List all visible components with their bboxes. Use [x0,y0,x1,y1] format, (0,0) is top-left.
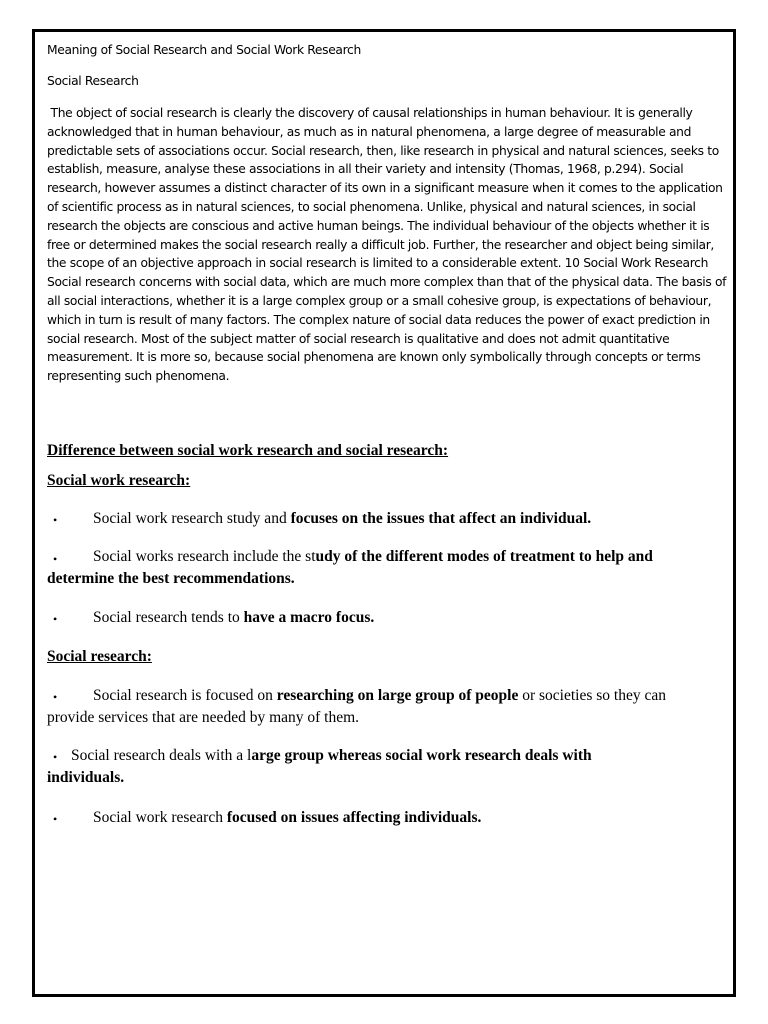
paragraph-line: The object of social research is clearly the discovery of causal relationships in human behaviour. It is generally [47,106,693,120]
bullet-text: Social research is focused on [93,687,277,704]
paragraph-line: establish, measure, analyse these associations in all their variety and intensity (Thomas, 1968, p.294). Social [47,162,684,177]
bullet-text: Social work research study and [93,510,291,527]
swr-bullet-1 [93,508,591,530]
social-research-heading: Social research: [47,648,152,665]
bullet-emphasis: researching on large group of people [276,687,519,704]
social-work-research-heading: Social work research: [47,472,191,489]
paragraph-line: acknowledged that in human behaviour, as much as in natural phenomena, a large degree of measurable and [47,124,692,139]
bullet-emphasis: focuses on the issues that affect an individual. [290,510,592,527]
paragraph-line: the scope of an objective approach in social research is limited to a considerable extent. 10 Social Work Research [47,256,709,271]
body-paragraph [47,104,727,386]
bullet-icon: • [53,812,58,826]
sr-bullet-3 [93,807,481,829]
sr-bullet-2 [71,745,592,767]
bullet-text: Social research tends to [93,609,244,626]
section-title-social-research: Social Research [47,74,139,88]
paragraph-line: free or determined makes the social research really a difficult job. Further, the researcher and object being similar, [47,237,714,252]
paragraph-line: measurement. It is more so, because social phenomena are known only symbolically through concepts or terms [47,350,701,365]
bullet-text: Social research deals with a l [71,747,252,764]
paragraph-line: predictable sets of associations occur. Social research, then, like research in physical and natural sciences, seeks to [47,143,719,158]
bullet-icon: • [53,552,58,566]
document-title: Meaning of Social Research and Social Work Research [47,43,361,57]
paragraph-line: of scientific process as in natural sciences, to social phenomena. Unlike, physical and natural sciences, in social [47,199,696,214]
bullet-emphasis: arge group whereas social work research deals with [251,747,592,764]
bullet-icon: • [53,513,58,527]
paragraph-line: which in turn is result of many factors. The complex nature of social data reduces the power of exact prediction in [47,312,710,327]
paragraph-line: Social research concerns with social data, which are much more complex than that of the physical data. The basis of [47,275,727,290]
bullet-icon: • [53,612,58,626]
sr-bullet-1-continuation: provide services that are needed by many of them. [47,709,360,726]
sr-bullet-1 [93,685,666,707]
paragraph-line: research, however assumes a distinct character of its own in a significant measure when it comes to the application [47,181,723,196]
bullet-emphasis: udy of the different modes of treatment to help and [315,548,653,565]
bullet-icon: • [53,750,58,764]
paragraph-line: social research. Most of the subject matter of social research is qualitative and does not admit quantitative [47,331,670,346]
sr-bullet-2-continuation: individuals. [47,769,125,786]
bullet-text: Social work research [93,809,227,826]
paragraph-line: research the objects are conscious and active human beings. The individual behaviour of the objects whether it is [47,218,710,233]
bullet-emphasis: have a macro focus. [243,609,375,626]
paragraph-line: representing such phenomena. [47,369,230,384]
difference-heading: Difference between social work research and social research: [47,442,449,459]
swr-bullet-2-continuation: determine the best recommendations. [47,570,295,587]
bullet-icon: • [53,690,58,704]
bullet-emphasis: focused on issues affecting individuals. [226,809,482,826]
swr-bullet-2 [93,546,653,568]
swr-bullet-3 [93,607,374,629]
bullet-text: Social works research include the st [93,548,316,565]
bullet-text-tail: or societies so they can [518,687,666,704]
paragraph-line: all social interactions, whether it is a large complex group or a small cohesive group, is expectations of behaviour, [47,293,712,308]
